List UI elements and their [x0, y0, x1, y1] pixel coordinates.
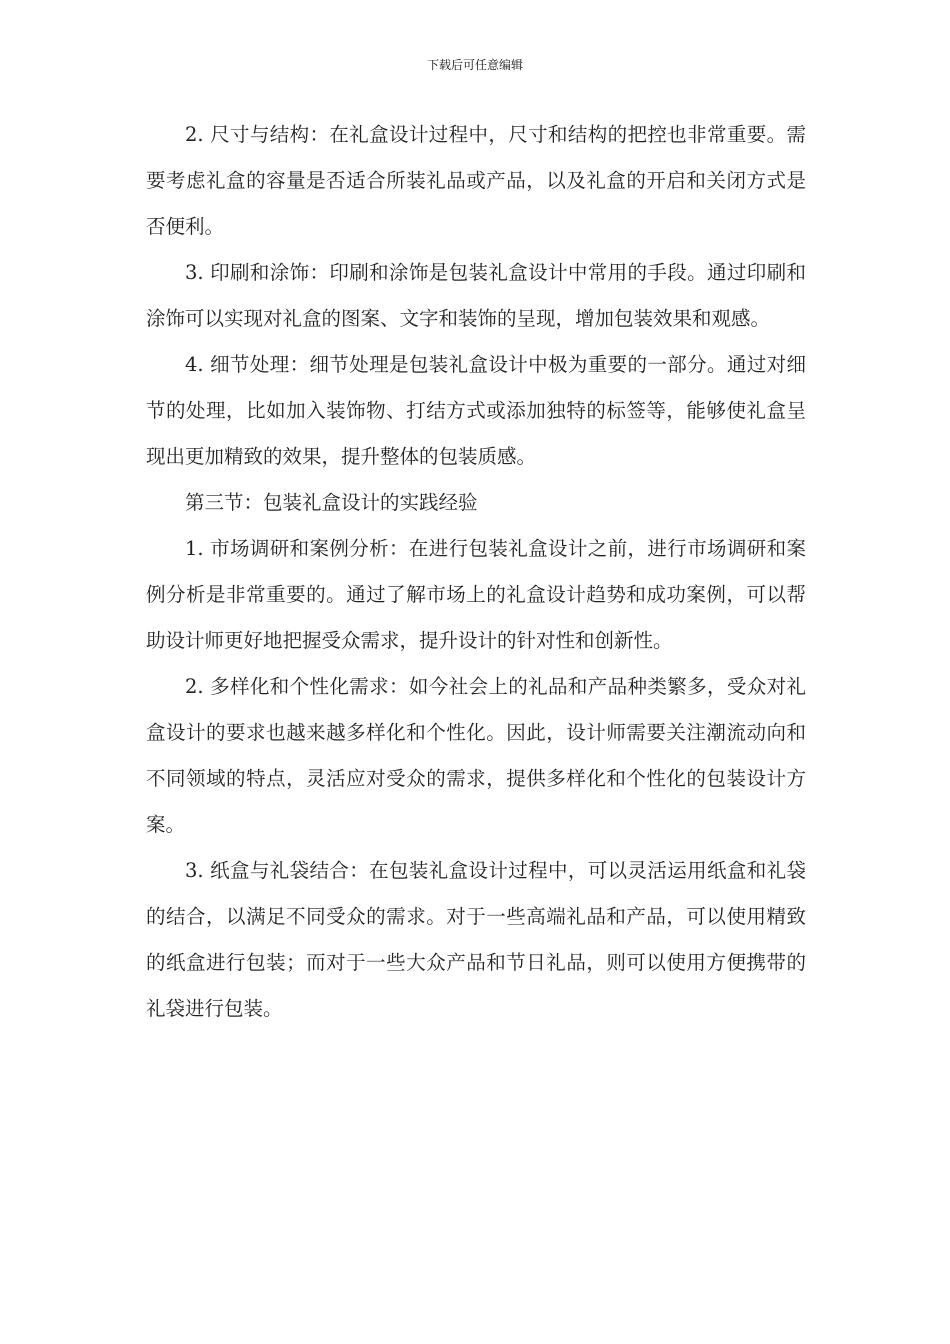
paragraph-size-structure: 2. 尺寸与结构：在礼盒设计过程中，尺寸和结构的把控也非常重要。需要考虑礼盒的容量是否适合所装礼品或产品，以及礼盒的开启和关闭方式是否便利。 [146, 123, 806, 238]
paragraph-detail-processing: 4. 细节处理：细节处理是包装礼盒设计中极为重要的一部分。通过对细节的处理，比如加入装饰物、打结方式或添加独特的标签等，能够使礼盒呈现出更加精致的效果，提升整体的包装质感。 [146, 353, 806, 468]
paragraph-market-research: 1. 市场调研和案例分析：在进行包装礼盒设计之前，进行市场调研和案例分析是非常重要的。通过了解市场上的礼盒设计趋势和成功案例，可以帮助设计师更好地把握受众需求，提升设计的针对性和创新性。 [146, 537, 806, 652]
section-heading: 第三节：包装礼盒设计的实践经验 [185, 491, 478, 514]
paragraph-box-bag-combination: 3. 纸盒与礼袋结合：在包装礼盒设计过程中，可以灵活运用纸盒和礼袋的结合，以满足不同受众的需求。对于一些高端礼品和产品，可以使用精致的纸盒进行包装；而对于一些大众产品和节日礼品，则可以使用方便携带的礼袋进行包装。 [146, 859, 806, 1020]
paragraph-printing-coating: 3. 印刷和涂饰：印刷和涂饰是包装礼盒设计中常用的手段。通过印刷和涂饰可以实现对礼盒的图案、文字和装饰的呈现，增加包装效果和观感。 [146, 261, 806, 330]
page-header: 下载后可任意编辑 [426, 58, 523, 72]
paragraph-diversified-needs: 2. 多样化和个性化需求：如今社会上的礼品和产品种类繁多，受众对礼盒设计的要求也越来越多样化和个性化。因此，设计师需要关注潮流动向和不同领域的特点，灵活应对受众的需求，提供多样化和个性化的包装设计方案。 [146, 675, 806, 836]
document-body [146, 112, 806, 1032]
